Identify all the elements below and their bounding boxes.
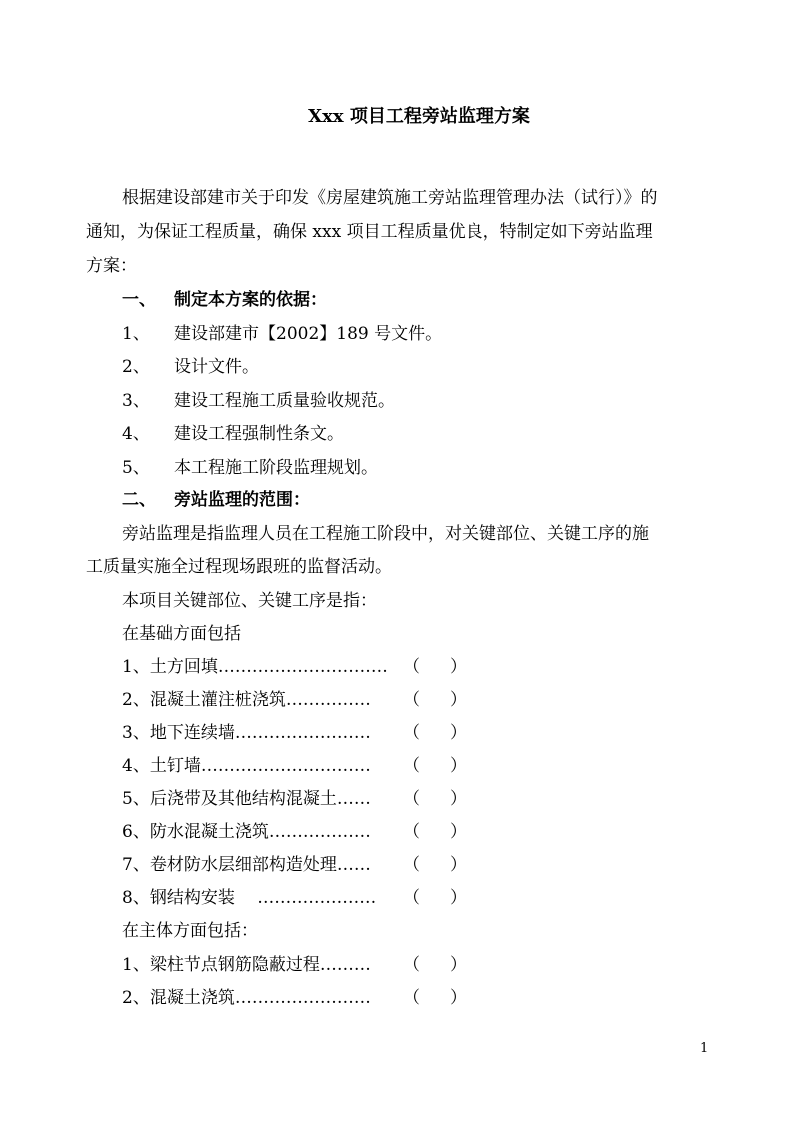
foundation-item-text: 5、后浇带及其他结构混凝土…… xyxy=(122,789,371,809)
section-2-number: 二、 xyxy=(122,490,156,510)
key-parts-intro: 本项目关键部位、关键工序是指： xyxy=(122,591,377,611)
foundation-item xyxy=(122,787,472,811)
section-1-heading xyxy=(122,288,327,312)
basis-item-number: 3、 xyxy=(122,391,150,411)
paren-close: ） xyxy=(450,789,467,809)
intro-line-3: 方案： xyxy=(86,256,137,276)
paren-close: ） xyxy=(450,955,467,975)
foundation-item-text: 6、防水混凝土浇筑……………… xyxy=(122,822,371,842)
paren-close: ） xyxy=(450,988,467,1008)
section-1-number: 一、 xyxy=(122,290,156,310)
paren-open: （ xyxy=(403,756,420,776)
basis-item-number: 5、 xyxy=(122,458,150,478)
section-2-title: 旁站监理的范围： xyxy=(174,490,310,510)
page-number: 1 xyxy=(700,1041,709,1056)
foundation-item xyxy=(122,688,472,712)
scope-line-1: 旁站监理是指监理人员在工程施工阶段中，对关键部位、关键工序的施 xyxy=(122,524,649,544)
basis-item-5 xyxy=(122,456,378,480)
paren-close: ） xyxy=(450,888,467,908)
basis-item-2 xyxy=(122,355,259,379)
paren-open: （ xyxy=(403,955,420,975)
foundation-item-text: 1、土方回填………………………… xyxy=(122,657,388,677)
basis-item-text: 建设部建市【2002】189 号文件。 xyxy=(174,324,443,344)
paren-open: （ xyxy=(403,690,420,710)
foundation-item xyxy=(122,655,472,679)
section-2-heading xyxy=(122,488,310,512)
main-structure-item-text: 1、梁柱节点钢筋隐蔽过程……… xyxy=(122,955,371,975)
document-title: Xxx 项目工程旁站监理方案 xyxy=(308,106,530,127)
basis-item-number: 2、 xyxy=(122,357,150,377)
paren-open: （ xyxy=(403,789,420,809)
paren-close: ） xyxy=(450,657,467,677)
foundation-item-text: 4、土钉墙………………………… xyxy=(122,756,371,776)
section-1-title: 制定本方案的依据： xyxy=(174,290,327,310)
basis-item-number: 4、 xyxy=(122,424,150,444)
basis-item-text: 建设工程强制性条文。 xyxy=(174,424,344,444)
main-structure-item-text: 2、混凝土浇筑…………………… xyxy=(122,988,371,1008)
scope-line-2: 工质量实施全过程现场跟班的监督活动。 xyxy=(86,557,392,577)
foundation-item-text: 2、混凝土灌注桩浇筑…………… xyxy=(122,690,371,710)
intro-line-1: 根据建设部建市关于印发《房屋建筑施工旁站监理管理办法（试行）》的 xyxy=(122,188,658,208)
basis-item-text: 建设工程施工质量验收规范。 xyxy=(174,391,395,411)
paren-open: （ xyxy=(403,657,420,677)
paren-close: ） xyxy=(450,822,467,842)
foundation-item xyxy=(122,820,472,844)
foundation-item xyxy=(122,721,472,745)
foundation-item-text: 8、钢结构安装 ………………… xyxy=(122,888,377,908)
paren-close: ） xyxy=(450,756,467,776)
basis-item-3 xyxy=(122,389,395,413)
main-structure-label: 在主体方面包括： xyxy=(122,921,258,941)
paren-close: ） xyxy=(450,690,467,710)
paren-open: （ xyxy=(403,988,420,1008)
paren-open: （ xyxy=(403,723,420,743)
foundation-item xyxy=(122,886,472,910)
foundation-label: 在基础方面包括 xyxy=(122,624,241,644)
main-structure-item xyxy=(122,953,472,977)
foundation-item xyxy=(122,853,472,877)
basis-item-number: 1、 xyxy=(122,324,150,344)
main-structure-item xyxy=(122,986,472,1010)
foundation-item-text: 3、地下连续墙…………………… xyxy=(122,723,371,743)
basis-item-text: 设计文件。 xyxy=(174,357,259,377)
paren-open: （ xyxy=(403,822,420,842)
basis-item-text: 本工程施工阶段监理规划。 xyxy=(174,458,378,478)
paren-open: （ xyxy=(403,855,420,875)
paren-close: ） xyxy=(450,855,467,875)
paren-close: ） xyxy=(450,723,467,743)
intro-line-2: 通知，为保证工程质量，确保 xxx 项目工程质量优良，特制定如下旁站监理 xyxy=(86,222,653,242)
basis-item-4 xyxy=(122,422,344,446)
foundation-item-text: 7、卷材防水层细部构造处理…… xyxy=(122,855,371,875)
paren-open: （ xyxy=(403,888,420,908)
foundation-item xyxy=(122,754,472,778)
basis-item-1 xyxy=(122,322,442,346)
